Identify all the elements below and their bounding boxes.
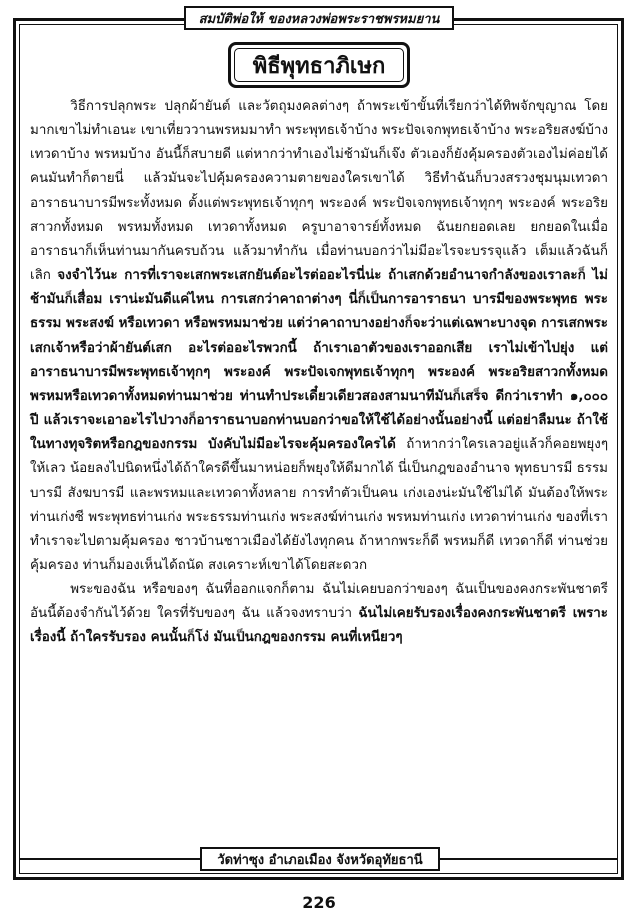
paragraph-1 <box>30 95 608 578</box>
book-title-italic: สมบัติพ่อให้ <box>198 11 264 27</box>
footer-address: วัดท่าซุง อำเภอเมือง จังหวัดอุทัยธานี <box>200 847 440 871</box>
paragraph-2 <box>30 578 608 650</box>
text-run: พระของฉัน หรือของๆ ฉันที่ออกแจกก็ตาม ฉันไม่เคยบอกว่าของๆ ฉันเป็นของคงกระพันชาตรี อันนี้ต้องจำกันไว้ด้วย ใครที่รับของๆ ฉัน แล้วจงทราบว่า <box>30 582 608 622</box>
page-number: 226 <box>302 893 336 912</box>
book-title-header <box>184 6 454 30</box>
body-text <box>30 95 608 651</box>
chapter-title: พิธีพุทธาภิเษก <box>234 48 404 82</box>
book-title-rest: ของหลวงพ่อพระราชพรหมยาน <box>267 11 440 27</box>
text-run-bold: แต่ว่าคาถาบางอย่างก็จะว่าแต่เฉพาะบางจุด การเสกพระเสกเจ้าหรือว่าผ้ายันต์เสก อะไรต่ออะไรพวกนี้ ถ้าเราเอาตัวของเราออกเสีย เราไม่เข้าไปยุ่ง แต่อาราธนาบารมีพระพุทธเจ้าทุกๆ พระองค์ พระปัจเจกพุทธเจ้าทุกๆ พระองค์ พระอริยสาวกทั้งหมด พรหมหรือเทวดาทั้งหมดท่านมาช่วย ท่านทำประเดี๋ยวเดียวสองสามนาทีมันก็เสร็จ ดีกว่าเราทำ ๑,๐๐๐ ปี แล้วเราจะเอาอะไรไปวางก็อาราธนาบอกท่านบอกว่าขอให้ใช้ได้อย่างนั้นอย่างนี้ แต่อย่าลืมนะ ถ้าใช้ในทางทุจริตหรือกฎของกรรม บังคับไม่มีอะไรจะคุ้มครองใครได้ <box>30 316 608 453</box>
text-run-bold: ฉันไม่เคยรับรองเรื่องคงกระพันชาตรี เพราะเรื่องนี้ ถ้าใครรับรอง คนนั้นก็โง่ มันเป็นกฎของกรรม คนที่เหนียวๆ <box>30 606 608 646</box>
text-run: วิธีการปลุกพระ ปลุกผ้ายันต์ และวัตถุมงคลต่างๆ ถ้าพระเข้าขั้นที่เรียกว่าได้ทิพจักขุญาณ โดยมากเขาไม่ทำเอนะ เขาเที่ยววานพรหมมาทำ พระพุทธเจ้าบ้าง พระปัจเจกพุทธเจ้าบ้าง พระอริยสงฆ์บ้าง เทวดาบ้าง พรหมบ้าง อันนี้ก็สบายดี แต่หากว่าทำเองไม่ช้ามันก็เจ๊ง ตัวเองก็ยังคุ้มครองตัวเองไม่ค่อยได้ คนมันทำก็ตายนี่ แล้วมันจะไปคุ้มครองความตายของใครเขาได้ วิธีทำฉันก็บวงสรวงชุมนุมเทวดา อาราธนาบารมีพระทั้งหมด ตั้งแต่พระพุทธเจ้าทุกๆ พระองค์ พระปัจเจกพุทธเจ้าทุกๆ พระองค์ พระอริยสาวกทั้งหมด พรหมทั้งหมด เทวดาทั้งหมด ครูบาอาจารย์ทั้งหมด ฉันยกยอดเลย ยกยอดในเมื่ออาราธนาก็เห็นท่านมากันครบถ้วน แล้วมาทำกัน เมื่อท่านบอกว่าไม่มีอะไรจะบรรจุแล้ว เต็มแล้วฉันก็เลิก <box>30 99 608 284</box>
text-run-bold: จงจำไว้นะ การที่เราจะเสกพระเสกยันต์อะไรต่ออะไรนี่น่ะ ถ้าเสกด้วยอำนาจกำลังของเราละก็ ไม่ช้ามันก็เสื่อม เราน่ะมันดีแค่ไหน การเสกว่าคาถาต่างๆ นี่ก็เป็นการอาราธนา บารมีของพระพุทธ พระธรรม พระสงฆ์ หรือเทวดา หรือพรหมมาช่วย <box>30 268 608 332</box>
chapter-title-box <box>228 42 410 88</box>
text-run: ถ้าหากว่าใครเลวอยู่แล้วก็คอยพยุงๆ ให้เลว น้อยลงไปนิดหนึ่งได้ถ้าใครดีขึ้นมาหน่อยก็พยุงให้ดีมากได้ นี่เป็นกฎของอำนาจ พุทธบารมี ธรรมบารมี สังฆบารมี และพรหมและเทวดาทั้งหลาย การทำตัวเป็นคน เก่งเองน่ะมันใช้ไม่ได้ มันต้องให้พระท่านเก่งซี พระพุทธท่านเก่ง พระธรรมท่านเก่ง พระสงฆ์ท่านเก่ง พรหมท่านเก่ง เทวดาท่านเก่ง ของที่เราทำเราจะไปตามคุ้มครอง ชาวบ้านชาวเมืองได้ยังไงทุกคน ถ้าหากพระก็ดี พรหมก็ดี เทวดาก็ดี ท่านช่วยคุ้มครอง ท่านก็มองเห็นได้ถนัด สงเคราะห์เขาได้โดยสะดวก <box>30 437 609 573</box>
